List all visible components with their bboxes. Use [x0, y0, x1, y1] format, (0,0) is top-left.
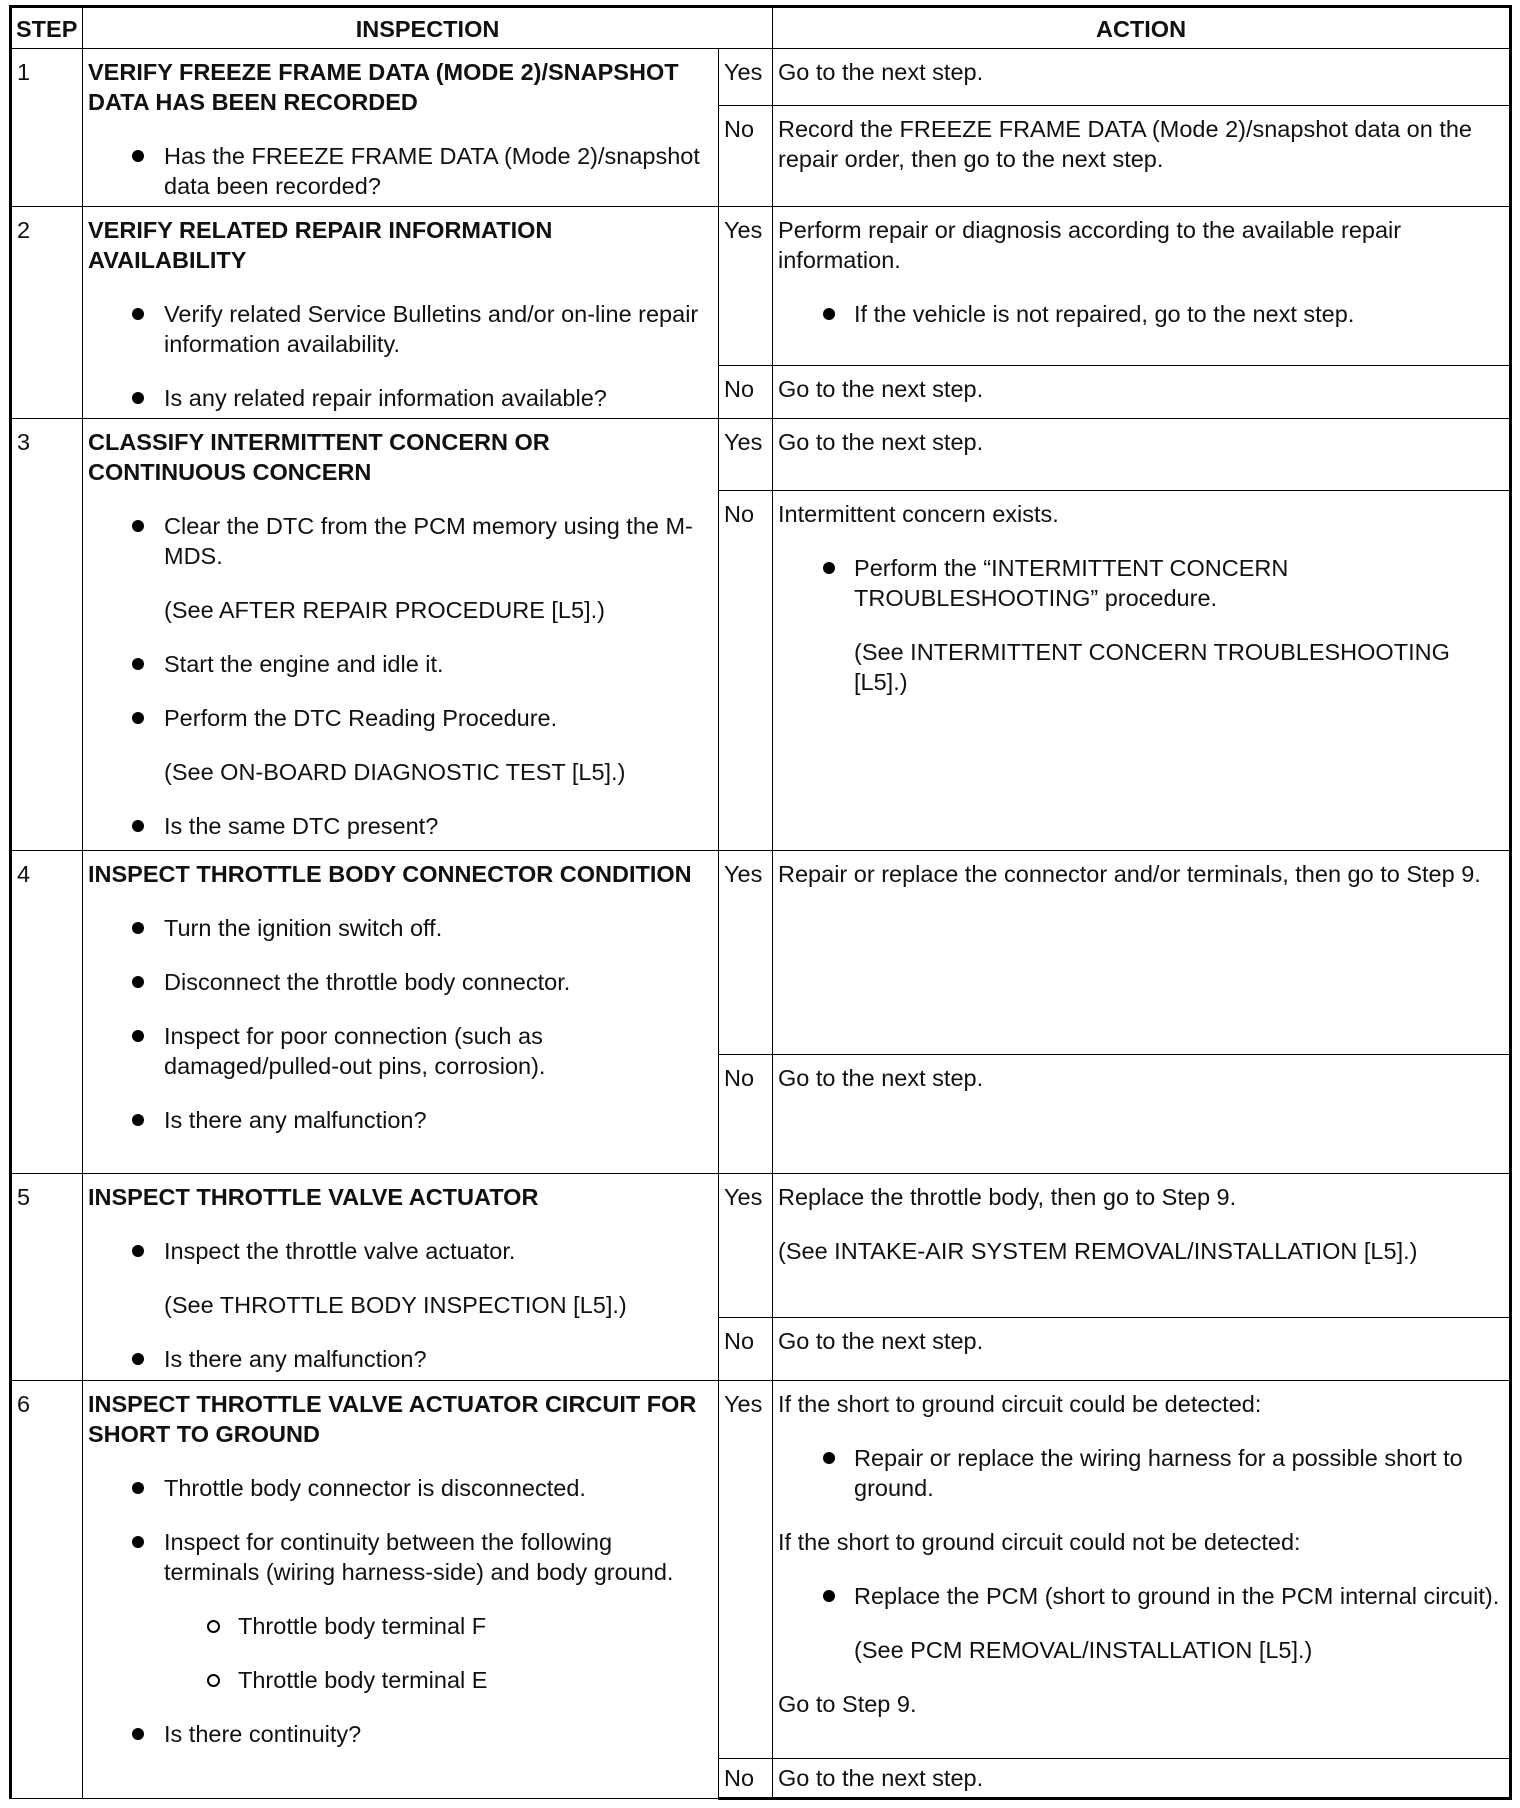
- bullet-icon: [132, 1728, 144, 1740]
- action-cell: Replace the throttle body, then go to Step 9. (See INTAKE-AIR SYSTEM REMOVAL/INSTALLATION [L5].): [773, 1173, 1511, 1317]
- inspection-item: Is any related repair information available?: [88, 383, 713, 413]
- bullet-icon: [132, 1114, 144, 1126]
- bullet-icon: [823, 1590, 835, 1602]
- action-cell: Go to the next step.: [773, 1758, 1511, 1798]
- inspection-item: Throttle body connector is disconnected.: [88, 1473, 713, 1503]
- inspection-cell: [83, 851, 719, 1173]
- header-action: ACTION: [773, 7, 1511, 49]
- action-cell: Go to the next step.: [773, 1054, 1511, 1173]
- circle-bullet-icon: [207, 1674, 220, 1687]
- action-cell: Go to the next step.: [773, 1317, 1511, 1380]
- no-label: No: [719, 491, 773, 851]
- bullet-icon: [132, 1030, 144, 1042]
- step-title: INSPECT THROTTLE VALVE ACTUATOR: [88, 1183, 539, 1210]
- step-title: INSPECT THROTTLE BODY CONNECTOR CONDITION: [88, 861, 692, 888]
- action-cell: Intermittent concern exists. Perform the “INTERMITTENT CONCERN TROUBLESHOOTING” procedure. (See INTERMITTENT CONCERN TROUBLESHOOTING [L5].): [773, 491, 1511, 851]
- bullet-icon: [132, 922, 144, 934]
- bullet-icon: [132, 308, 144, 320]
- yes-label: Yes: [719, 207, 773, 366]
- action-cell: Go to the next step.: [773, 49, 1511, 106]
- inspection-item: Inspect for continuity between the following terminals (wiring harness-side) and body ground.: [88, 1527, 713, 1587]
- action-item: Repair or replace the wiring harness for a possible short to ground.: [778, 1443, 1504, 1503]
- inspection-item: Is there any malfunction?: [88, 1344, 713, 1374]
- no-label: No: [719, 1054, 773, 1173]
- step-number: 1: [11, 49, 83, 207]
- yes-label: Yes: [719, 851, 773, 1054]
- inspection-item: Disconnect the throttle body connector.: [88, 967, 713, 997]
- step-title: INSPECT THROTTLE VALVE ACTUATOR CIRCUIT FOR SHORT TO GROUND: [88, 1390, 697, 1447]
- table-row: [11, 49, 1511, 106]
- reference-text: (See PCM REMOVAL/INSTALLATION [L5].): [854, 1636, 1313, 1663]
- reference-text: (See THROTTLE BODY INSPECTION [L5].): [164, 1291, 627, 1318]
- yes-label: Yes: [719, 1173, 773, 1317]
- inspection-cell: [83, 1380, 719, 1798]
- action-item: If the vehicle is not repaired, go to the next step.: [778, 299, 1504, 329]
- step-number: 6: [11, 1380, 83, 1798]
- step-title: CLASSIFY INTERMITTENT CONCERN OR CONTINUOUS CONCERN: [88, 429, 550, 486]
- inspection-item: Is there continuity?: [88, 1719, 713, 1749]
- header-step: STEP: [11, 7, 83, 49]
- reference-text: (See ON-BOARD DIAGNOSTIC TEST [L5].): [164, 759, 626, 786]
- action-cell: If the short to ground circuit could be detected: Repair or replace the wiring harness for a possible short to ground. If the short to ground circuit could not be detected: Replace the PCM (short to ground in the PCM internal circuit). (See PCM REMOVAL/INSTALLATION [L5].) Go to Step 9.: [773, 1380, 1511, 1758]
- action-cell: Repair or replace the connector and/or terminals, then go to Step 9.: [773, 851, 1511, 1054]
- inspection-item: Turn the ignition switch off.: [88, 913, 713, 943]
- action-cell: Perform repair or diagnosis according to the available repair information. If the vehicle is not repaired, go to the next step.: [773, 207, 1511, 366]
- inspection-item: Inspect the throttle valve actuator.: [88, 1236, 713, 1266]
- circle-bullet-icon: [207, 1620, 220, 1633]
- table-row: [11, 851, 1511, 1054]
- inspection-item: Is there any malfunction?: [88, 1105, 713, 1135]
- inspection-cell: [83, 49, 719, 207]
- step-number: 3: [11, 419, 83, 851]
- inspection-cell: [83, 1173, 719, 1380]
- no-label: No: [719, 1758, 773, 1798]
- bullet-icon: [132, 712, 144, 724]
- step-number: 2: [11, 207, 83, 419]
- inspection-cell: [83, 419, 719, 851]
- step-number: 4: [11, 851, 83, 1173]
- bullet-icon: [823, 308, 835, 320]
- action-cell: Record the FREEZE FRAME DATA (Mode 2)/snapshot data on the repair order, then go to the next step.: [773, 106, 1511, 207]
- reference-text: (See INTERMITTENT CONCERN TROUBLESHOOTING [L5].): [854, 639, 1450, 696]
- bullet-icon: [823, 562, 835, 574]
- yes-label: Yes: [719, 1380, 773, 1758]
- reference-text: (See AFTER REPAIR PROCEDURE [L5].): [164, 597, 605, 624]
- inspection-item: Perform the DTC Reading Procedure.: [88, 703, 713, 733]
- no-label: No: [719, 366, 773, 419]
- action-cell: Go to the next step.: [773, 366, 1511, 419]
- inspection-item: Is the same DTC present?: [88, 811, 713, 841]
- sub-item: Throttle body terminal E: [88, 1665, 713, 1695]
- bullet-icon: [823, 1452, 835, 1464]
- inspection-item: Verify related Service Bulletins and/or on-line repair information availability.: [88, 299, 713, 359]
- table-row: [11, 1380, 1511, 1758]
- bullet-icon: [132, 1245, 144, 1257]
- bullet-icon: [132, 150, 144, 162]
- no-label: No: [719, 106, 773, 207]
- step-number: 5: [11, 1173, 83, 1380]
- bullet-icon: [132, 520, 144, 532]
- step-title: VERIFY FREEZE FRAME DATA (MODE 2)/SNAPSHOT DATA HAS BEEN RECORDED: [88, 59, 679, 115]
- bullet-icon: [132, 1536, 144, 1548]
- yes-label: Yes: [719, 419, 773, 491]
- table-row: [11, 1173, 1511, 1317]
- table-row: [11, 207, 1511, 366]
- inspection-cell: [83, 207, 719, 419]
- bullet-icon: [132, 976, 144, 988]
- action-cell: Go to the next step.: [773, 419, 1511, 491]
- step-title: VERIFY RELATED REPAIR INFORMATION AVAILABILITY: [88, 217, 553, 274]
- bullet-icon: [132, 1482, 144, 1494]
- sub-item: Throttle body terminal F: [88, 1611, 713, 1641]
- bullet-icon: [132, 658, 144, 670]
- action-item: Perform the “INTERMITTENT CONCERN TROUBLESHOOTING” procedure.: [778, 553, 1504, 613]
- yes-label: Yes: [719, 49, 773, 106]
- inspection-item: Has the FREEZE FRAME DATA (Mode 2)/snapshot data been recorded?: [88, 141, 713, 201]
- inspection-item: Start the engine and idle it.: [88, 649, 713, 679]
- header-inspection: INSPECTION: [83, 7, 773, 49]
- action-item: Replace the PCM (short to ground in the PCM internal circuit).: [778, 1581, 1504, 1611]
- reference-text: (See INTAKE-AIR SYSTEM REMOVAL/INSTALLATION [L5].): [778, 1237, 1418, 1264]
- diagnostic-table: [9, 5, 1512, 1800]
- inspection-item: Clear the DTC from the PCM memory using the M-MDS.: [88, 511, 713, 571]
- diagnostic-procedure-document: [9, 5, 1509, 1800]
- no-label: No: [719, 1317, 773, 1380]
- bullet-icon: [132, 1353, 144, 1365]
- inspection-item: Inspect for poor connection (such as damaged/pulled-out pins, corrosion).: [88, 1021, 713, 1081]
- bullet-icon: [132, 392, 144, 404]
- bullet-icon: [132, 820, 144, 832]
- table-row: [11, 419, 1511, 491]
